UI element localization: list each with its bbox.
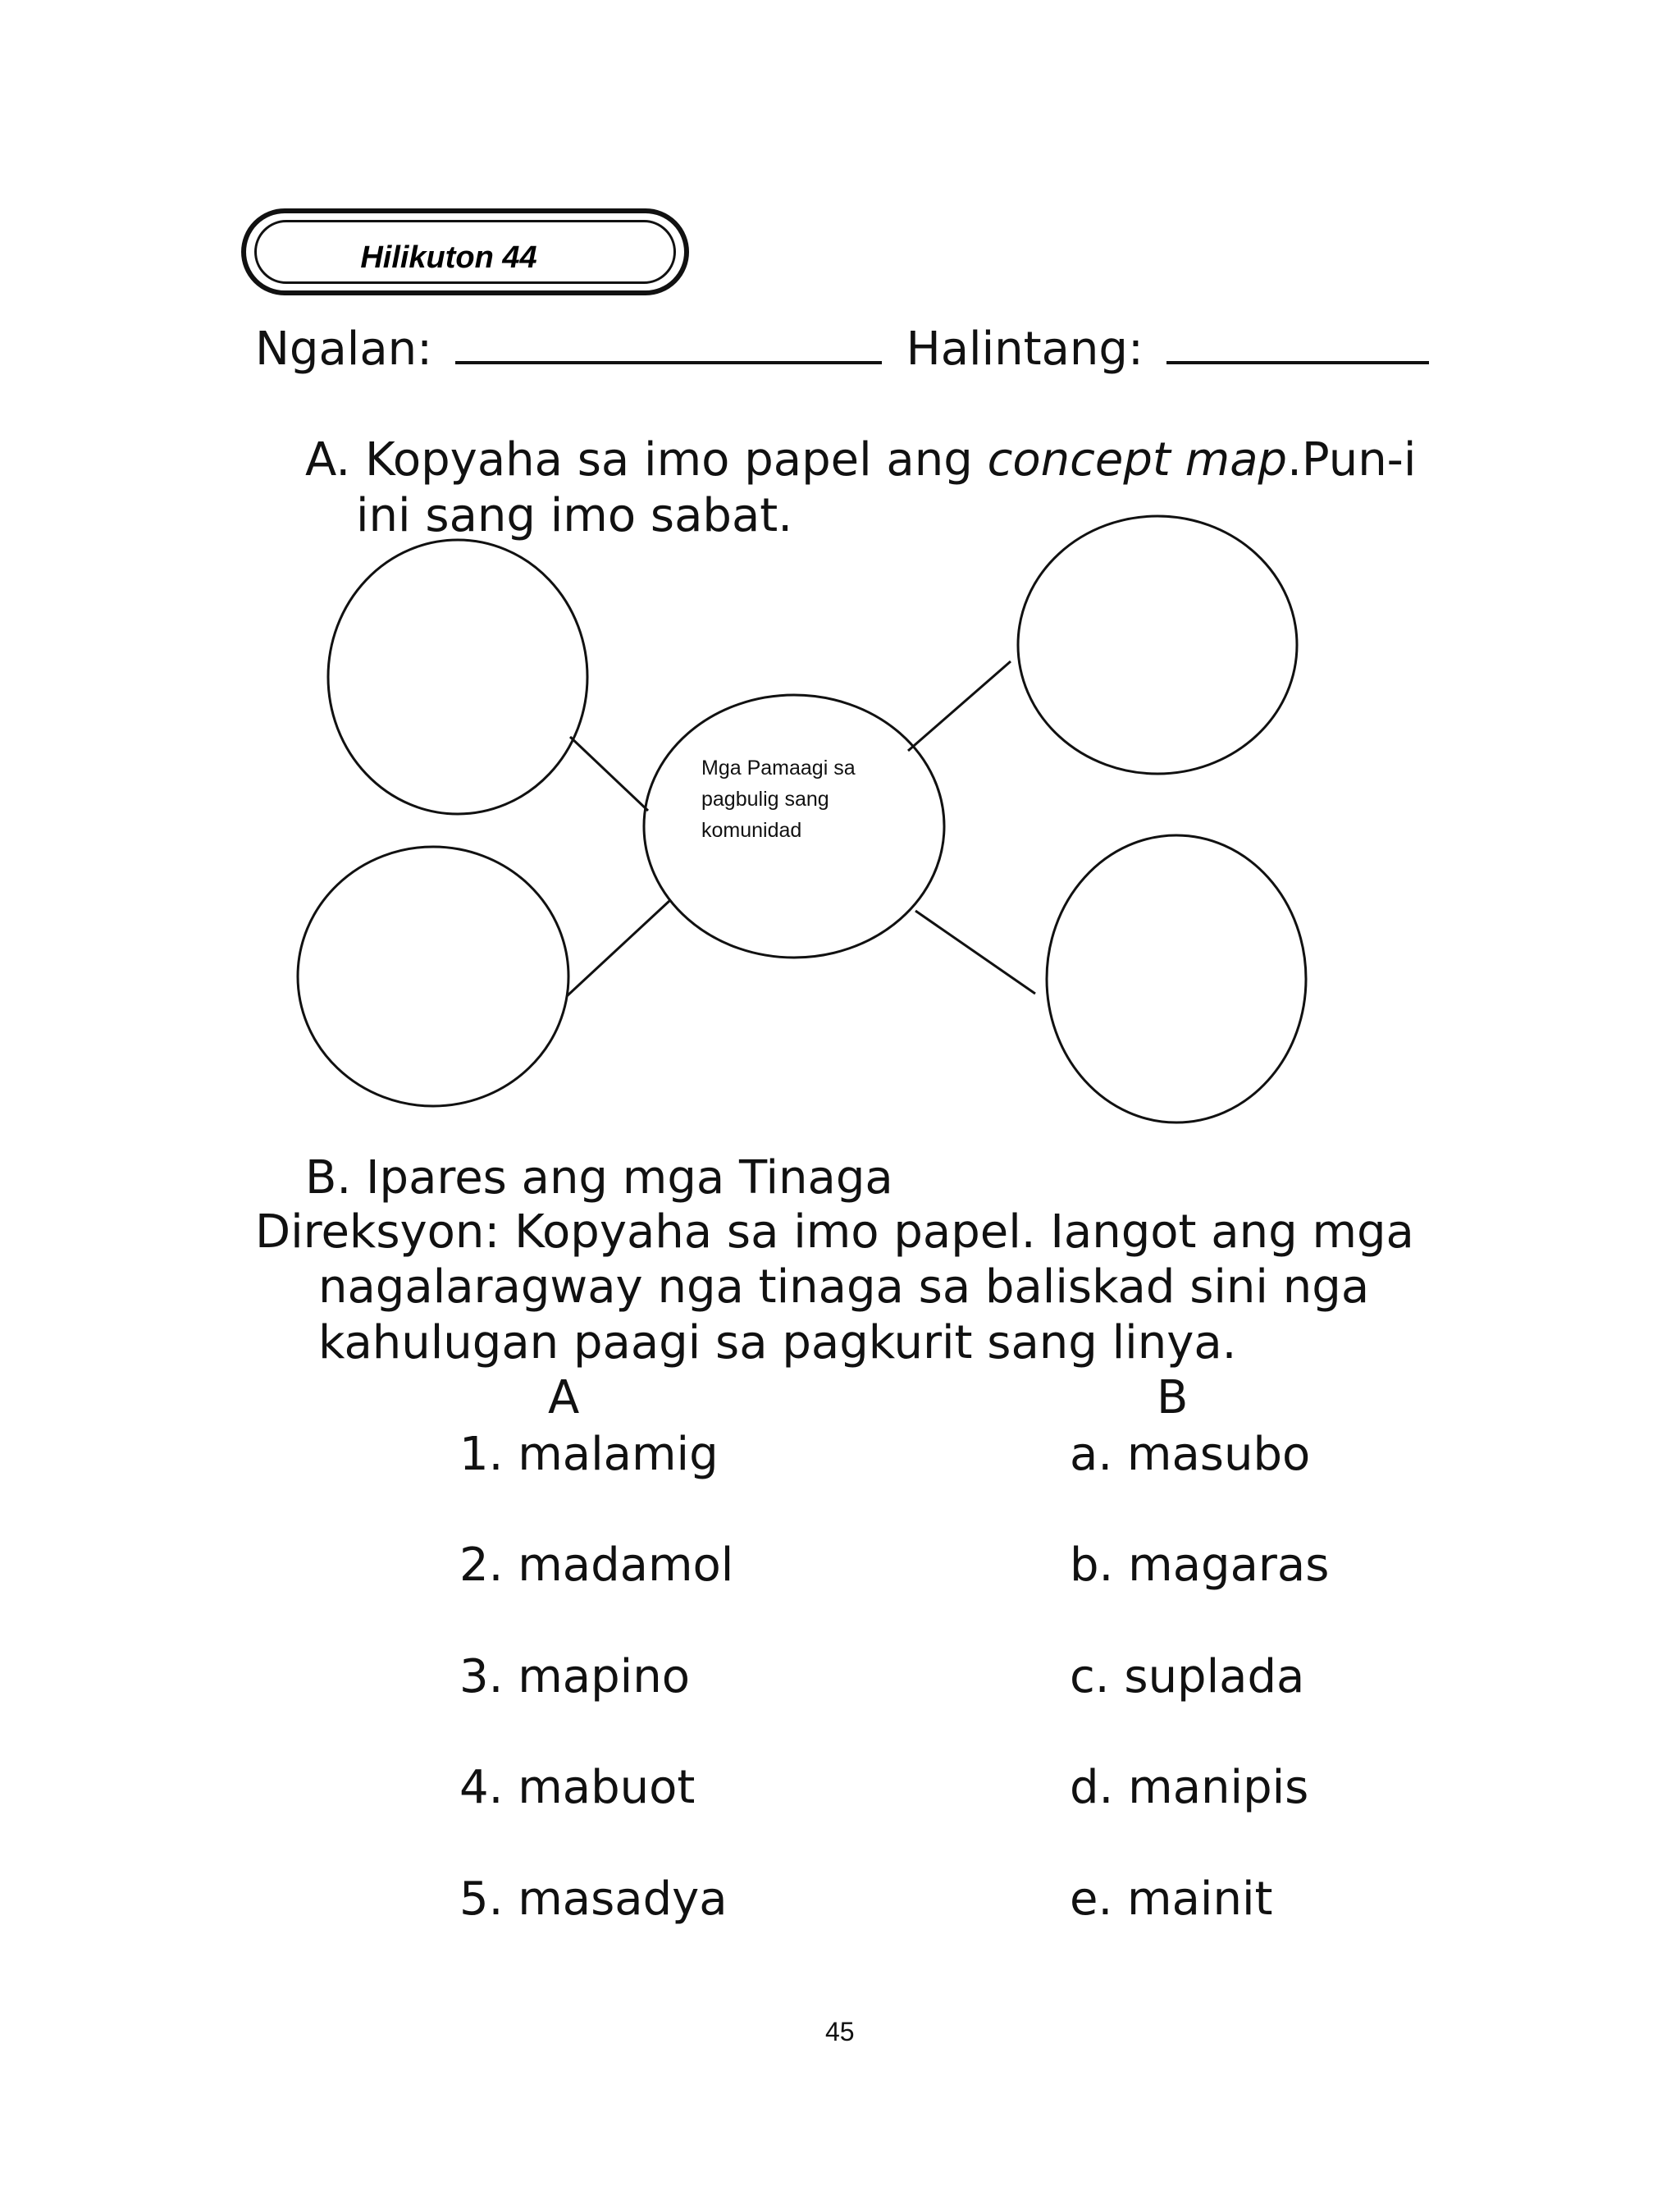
column-a-header: A bbox=[548, 1371, 580, 1424]
column-a-item-3: 3. mapino bbox=[459, 1650, 690, 1703]
section-a-letter: A. bbox=[305, 433, 351, 487]
connector-top-left bbox=[570, 737, 648, 811]
column-b-item-a: a. masubo bbox=[1070, 1428, 1311, 1481]
connector-top-right bbox=[908, 661, 1011, 751]
directions-line-1: Direksyon: Kopyaha sa imo papel. Iangot ang mga bbox=[255, 1205, 1414, 1259]
center-label-line-3: komunidad bbox=[701, 819, 802, 842]
column-a-item-2: 2. madamol bbox=[459, 1538, 734, 1592]
column-b-item-d: d. manipis bbox=[1070, 1761, 1309, 1814]
section-b-title: B. Ipares ang mga Tinaga bbox=[305, 1151, 893, 1205]
column-a-item-1: 1. malamig bbox=[459, 1428, 719, 1481]
activity-title: Hilikuton 44 bbox=[360, 240, 537, 275]
directions-line-3: kahulugan paagi sa pagkurit sang linya. bbox=[318, 1316, 1237, 1369]
column-b-header: B bbox=[1157, 1371, 1189, 1424]
answer-circle-bottom-right bbox=[1047, 835, 1306, 1122]
answer-circle-top-right bbox=[1018, 516, 1297, 774]
section-a-text-1: Kopyaha sa imo papel ang bbox=[364, 433, 988, 487]
section-a-instruction-line2: ini sang imo sabat. bbox=[356, 489, 793, 542]
column-a-item-4: 4. mabuot bbox=[459, 1761, 696, 1814]
page-number: 45 bbox=[825, 2017, 855, 2046]
column-b-item-e: e. mainit bbox=[1070, 1872, 1273, 1926]
center-label-line-2: pagbulig sang bbox=[701, 788, 829, 811]
directions-line-2: nagalaragway nga tinaga sa baliskad sini nga bbox=[318, 1260, 1370, 1314]
answer-circle-top-left bbox=[328, 540, 587, 814]
column-b-item-c: c. suplada bbox=[1070, 1650, 1305, 1703]
name-label: Ngalan: bbox=[255, 322, 432, 376]
section-a-text-2: .Pun-i bbox=[1287, 433, 1417, 487]
connector-bottom-left bbox=[567, 901, 669, 996]
column-b-item-b: b. magaras bbox=[1070, 1538, 1330, 1592]
center-label-line-1: Mga Pamaagi sa bbox=[701, 757, 856, 780]
grade-label: Halintang: bbox=[906, 322, 1144, 376]
section-a-text-em: concept map bbox=[987, 433, 1288, 487]
column-a-item-5: 5. masadya bbox=[459, 1872, 728, 1926]
connector-bottom-right bbox=[915, 911, 1035, 994]
answer-circle-bottom-left bbox=[298, 847, 568, 1106]
